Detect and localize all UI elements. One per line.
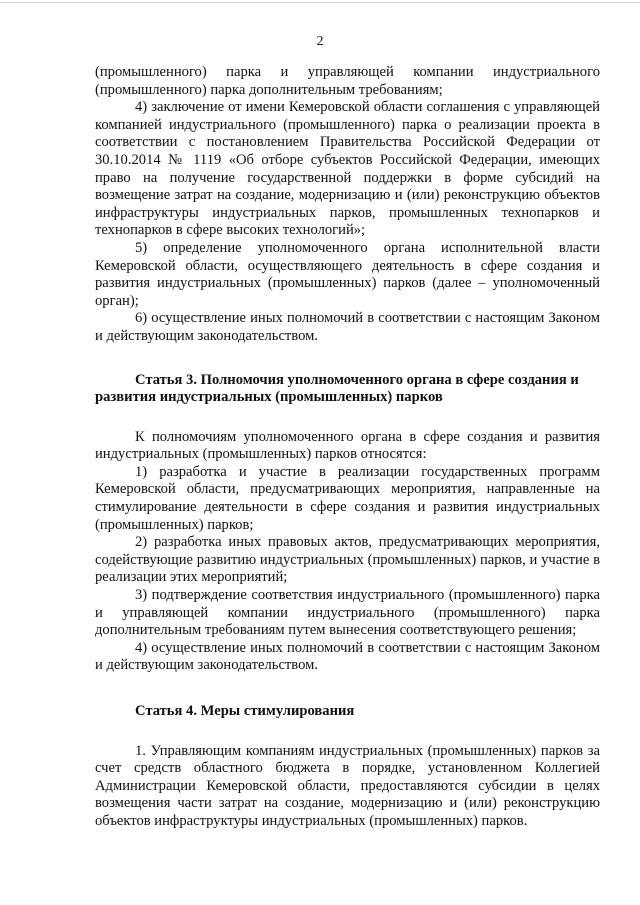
article-3-item-3: 3) подтверждение соответствия индустриального (промышленного) парка и управляющей компании индустриального (промышленного) парка дополнительным требованиям путем вынесения соответствующего решения; bbox=[95, 587, 600, 639]
spacer bbox=[95, 721, 600, 743]
article-3-heading: Статья 3. Полномочия уполномоченного органа в сфере создания и развития индустриальных (промышленных) парков bbox=[95, 371, 579, 406]
page-number: 2 bbox=[316, 34, 324, 49]
paragraph-item-5: 5) определение уполномоченного органа исполнительной власти Кемеровской области, осуществляющего деятельность в сфере создания и развития индустриальных (промышленных) парков (далее – уполномоченный орган); bbox=[95, 239, 600, 309]
spacer bbox=[95, 346, 600, 372]
article-4-item-1: 1. Управляющим компаниям индустриальных (промышленных) парков за счет средств областного бюджета в порядке, установленном Коллегией Администрации Кемеровской области, предоставляются субсидии в целях возмещения части затрат на создание, модернизацию и (или) реконструкцию объектов инфраструктуры индустриальных (промышленных) парков. bbox=[95, 742, 600, 829]
article-3-item-4: 4) осуществление иных полномочий в соответствии с настоящим Законом и действующим законодательством. bbox=[95, 639, 600, 674]
article-4-heading: Статья 4. Меры стимулирования bbox=[135, 703, 355, 719]
spacer bbox=[95, 675, 600, 703]
article-3-item-2: 2) разработка иных правовых актов, предусматривающих мероприятия, содействующие развитию индустриальных (промышленных) парков, и участие в реализации этих мероприятий; bbox=[95, 534, 600, 586]
article-3-item-1: 1) разработка и участие в реализации государственных программ Кемеровской области, предусматривающих мероприятия, направленные на стимулирование деятельности в сфере создания и развития индустриальных (промышленных) парков; bbox=[95, 463, 600, 533]
paragraph-item-4: 4) заключение от имени Кемеровской области соглашения с управляющей компанией индустриального (промышленного) парка о реализации проекта в соответствии с постановлением Правительства Российской Федерации от 30.10.2014 № 1119 «Об отборе субъектов Российской Федерации, имеющих право на получение государственной поддержки в форме субсидий на возмещение затрат на создание, модернизацию и (или) реконструкцию объектов инфраструктуры индустриальных парков, промышленных технопарков и технопарков в сфере высоких технологий»; bbox=[95, 99, 600, 239]
article-3-intro: К полномочиям уполномоченного органа в сфере создания и развития индустриальных (промышленных) парков относятся: bbox=[95, 428, 600, 463]
paragraph-item-6: 6) осуществление иных полномочий в соответствии с настоящим Законом и действующим законодательством. bbox=[95, 310, 600, 344]
spacer bbox=[95, 407, 600, 429]
paragraph-continuation: (промышленного) парка и управляющей компании индустриального (промышленного) парка дополнительным требованиям; bbox=[95, 64, 600, 98]
document-body bbox=[95, 64, 600, 831]
top-edge-line bbox=[0, 2, 640, 3]
